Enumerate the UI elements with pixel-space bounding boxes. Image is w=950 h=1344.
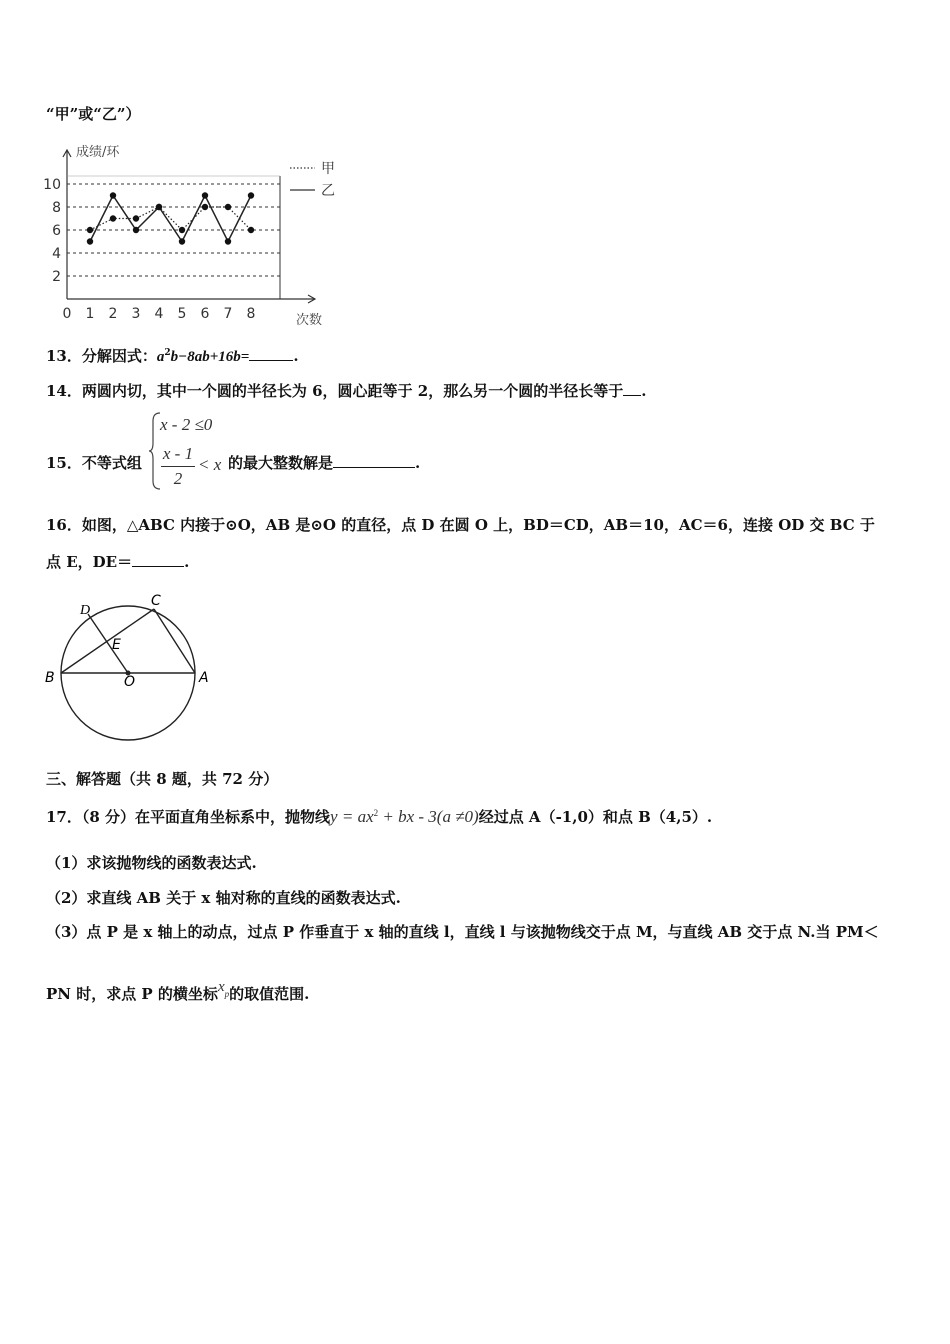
data-point-jia-3	[133, 215, 139, 221]
label-a: A	[199, 670, 209, 686]
q16-end: .	[184, 553, 190, 571]
x-tick-label-2: 2	[108, 306, 118, 322]
label-e: E	[112, 637, 121, 653]
data-point-jia-1	[87, 227, 93, 233]
q16-line2	[46, 551, 189, 572]
data-point-jia-2	[110, 215, 116, 221]
legend-label-jia: 甲	[321, 161, 335, 177]
x-axis-label: 次数	[296, 313, 323, 328]
q14-end: .	[641, 382, 647, 400]
q15-numerator: x - 1	[162, 444, 194, 463]
q17-stem	[46, 806, 712, 827]
q17-prefix: 17．（8 分）在平面直角坐标系中，抛物线	[46, 808, 331, 826]
x-tick-label-1: 1	[85, 306, 95, 322]
y-tick-label-10: 10	[43, 177, 61, 193]
segment-od	[88, 614, 128, 673]
q15-fraction-bar	[161, 466, 195, 467]
q15-suffix: 的最大整数解是	[228, 454, 334, 472]
q16-line2-prefix: 点 E，DE＝	[46, 553, 133, 571]
q15-end: .	[415, 454, 421, 472]
x-tick-label-0: 0	[62, 306, 72, 322]
x-tick-label-5: 5	[177, 306, 187, 322]
x-tick-label-6: 6	[200, 306, 210, 322]
data-point-yi-7	[225, 238, 231, 244]
label-c: C	[151, 593, 161, 609]
score-line-chart	[40, 138, 350, 330]
q13-end: .	[293, 347, 299, 365]
q15-line1: x - 2 ≤0	[160, 415, 213, 434]
legend-label-yi: 乙	[321, 183, 335, 199]
question-13	[46, 345, 299, 366]
top-line: “甲”或“乙”）	[46, 105, 141, 123]
y-tick-label-4: 4	[52, 246, 61, 262]
q17-p3b-prefix: PN 时，求点 P 的横坐标	[46, 985, 218, 1003]
q13-expr-sup: 2	[164, 348, 171, 358]
data-point-yi-3	[133, 227, 139, 233]
data-point-yi-2	[110, 192, 116, 198]
data-point-yi-4	[156, 204, 162, 210]
q17-part1: （1）求该抛物线的函数表达式.	[46, 854, 257, 872]
label-d: D	[80, 603, 91, 618]
q15-answer-blank	[333, 455, 415, 468]
q14-text: 14．两圆内切，其中一个圆的半径长为 6，圆心距等于 2，那么另一个圆的半径长等于	[46, 382, 624, 400]
x-tick-label-3: 3	[131, 306, 141, 322]
label-o: O	[124, 674, 136, 690]
data-point-jia-6	[202, 204, 208, 210]
q17-formula-sup: 2	[373, 808, 379, 818]
chord-bc	[61, 609, 154, 673]
q17-part2: （2）求直线 AB 关于 x 轴对称的直线的函数表达式.	[46, 889, 401, 907]
q13-prefix: 13．分解因式：	[46, 347, 157, 365]
data-point-jia-5	[179, 227, 185, 233]
q17-part3: （3）点 P 是 x 轴上的动点，过点 P 作垂直于 x 轴的直线 l，直线 l 与该抛物线交于点 M，与直线 AB 交于点 N.当 PM＜	[46, 923, 879, 941]
q14-answer-blank	[623, 383, 641, 396]
q15-denominator: 2	[173, 469, 183, 488]
y-tick-label-2: 2	[52, 269, 61, 285]
q15-suffix-line	[228, 452, 420, 473]
x-tick-label-7: 7	[223, 306, 233, 322]
q17-part3-cont	[46, 979, 310, 1005]
x-tick-label-8: 8	[246, 306, 256, 322]
q17-p3b-var: x	[217, 979, 225, 995]
q15-prefix: 15．不等式组	[46, 454, 142, 472]
q13-expr-a: a	[156, 349, 165, 365]
x-tick-label-4: 4	[154, 306, 164, 322]
q17-suffix: 经过点 A（-1,0）和点 B（4,5）.	[478, 808, 713, 826]
data-point-jia-8	[248, 227, 254, 233]
data-point-jia-7	[225, 204, 231, 210]
data-point-yi-1	[87, 238, 93, 244]
data-point-yi-8	[248, 192, 254, 198]
y-tick-label-8: 8	[52, 200, 61, 216]
y-tick-label-6: 6	[52, 223, 61, 239]
question-14	[46, 380, 646, 401]
data-point-yi-6	[202, 192, 208, 198]
chord-ca	[154, 609, 195, 673]
q16-answer-blank	[132, 554, 184, 567]
label-b: B	[45, 670, 55, 686]
q17-p3b-suffix: 的取值范围.	[229, 985, 310, 1003]
q17-formula-a: y = ax	[330, 807, 374, 826]
q13-answer-blank	[249, 348, 293, 361]
circle-diagram	[40, 590, 220, 745]
q17-p3b-sub: p	[224, 989, 230, 999]
q16-line1: 16．如图，△ABC 内接于⊙O，AB 是⊙O 的直径，点 D 在圆 O 上，BD＝CD，AB＝10，AC＝6，连接 OD 交 BC 于	[46, 516, 875, 534]
section-3-heading: 三、解答题（共 8 题，共 72 分）	[46, 770, 279, 788]
data-point-yi-5	[179, 238, 185, 244]
q17-formula-b: + bx - 3(a ≠0)	[378, 807, 479, 826]
q13-expr-rest: b−8ab+16b=	[170, 349, 250, 365]
y-axis-label: 成绩/环	[76, 145, 120, 160]
q15-rhs: < x	[198, 455, 222, 474]
